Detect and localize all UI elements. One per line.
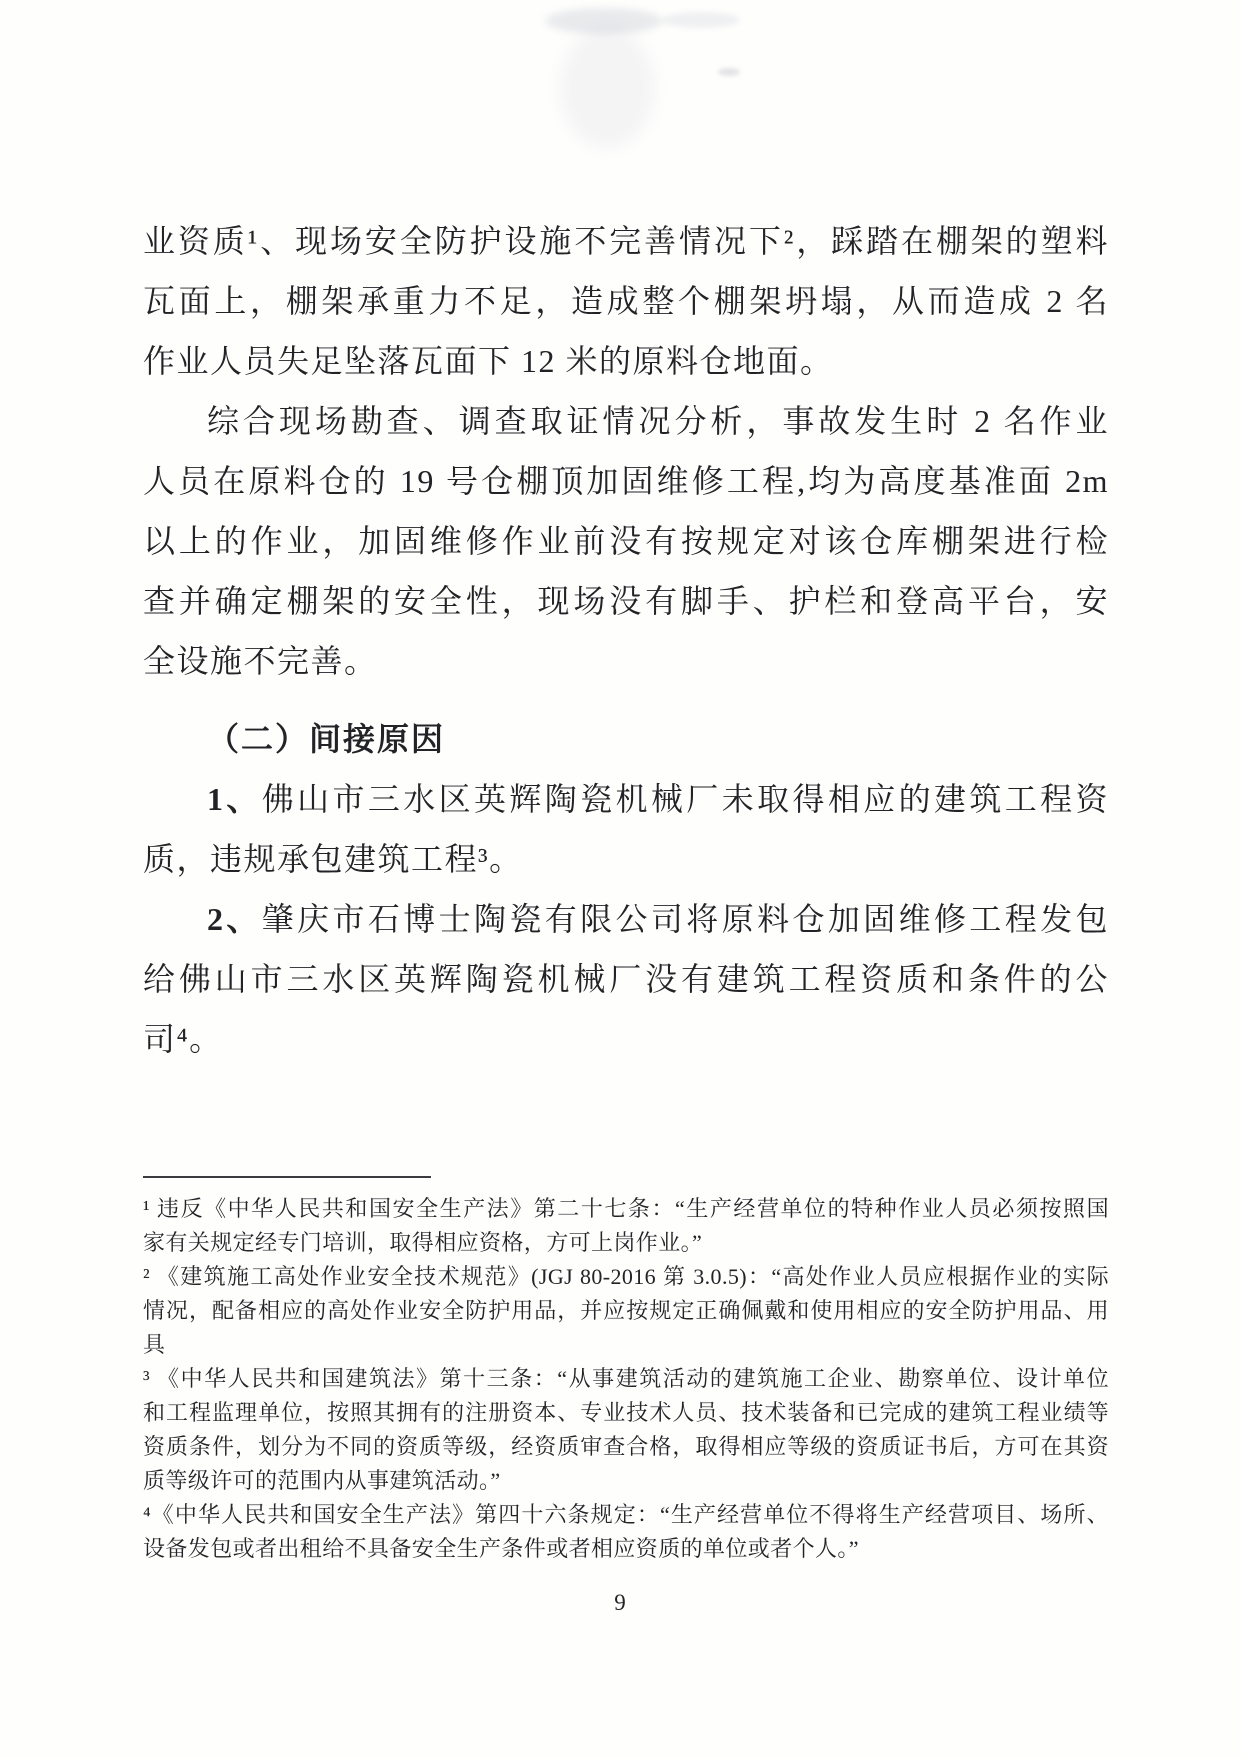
body-line: 1、佛山市三水区英辉陶瓷机械厂未取得相应的建筑工程资 — [207, 781, 1109, 817]
footnote-line: 家有关规定经专门培训，取得相应资格，方可上岗作业。” — [143, 1230, 703, 1255]
body-line: 给佛山市三水区英辉陶瓷机械厂没有建筑工程资质和条件的公 — [143, 961, 1109, 997]
body-line: 作业人员失足坠落瓦面下 12 米的原料仓地面。 — [143, 343, 834, 379]
body-line: 司⁴。 — [143, 1021, 223, 1057]
body-line: 质，违规承包建筑工程³。 — [143, 841, 523, 877]
body-line: 查并确定棚架的安全性，现场没有脚手、护栏和登高平台，安 — [143, 583, 1109, 619]
document-body — [143, 211, 1109, 1069]
scan-smudge — [560, 28, 655, 148]
footnote-line: 资质条件，划分为不同的资质等级，经资质审查合格，取得相应等级的资质证书后，方可在其资 — [143, 1434, 1109, 1459]
footnote-line: 质等级许可的范围内从事建筑活动。” — [143, 1468, 501, 1493]
footnote-line: 和工程监理单位，按照其拥有的注册资本、专业技术人员、技术装备和已完成的建筑工程业绩等 — [143, 1400, 1109, 1425]
footnotes — [143, 1192, 1109, 1566]
footnote-line: 设备发包或者出租给不具备安全生产条件或者相应资质的单位或者个人。” — [143, 1536, 859, 1561]
footnote-line: ⁴《中华人民共和国安全生产法》第四十六条规定：“生产经营单位不得将生产经营项目、场所、 — [143, 1502, 1109, 1527]
body-line: 人员在原料仓的 19 号仓棚顶加固维修工程,均为高度基准面 2m — [143, 463, 1109, 499]
footnote-line: 情况，配备相应的高处作业安全防护用品，并应按规定正确佩戴和使用相应的安全防护用品、用 — [143, 1298, 1109, 1323]
footnote-line: ³ 《中华人民共和国建筑法》第十三条：“从事建筑活动的建筑施工企业、勘察单位、设计单位 — [143, 1366, 1109, 1391]
body-line: 业资质¹、现场安全防护设施不完善情况下²，踩踏在棚架的塑料 — [143, 223, 1109, 259]
body-line: 瓦面上，棚架承重力不足，造成整个棚架坍塌，从而造成 2 名 — [143, 283, 1109, 319]
footnote-line: ¹ 违反《中华人民共和国安全生产法》第二十七条：“生产经营单位的特种作业人员必须按照国 — [143, 1196, 1109, 1221]
page-number: 9 — [614, 1590, 626, 1615]
scan-smudge — [718, 68, 740, 76]
footnote-line: ² 《建筑施工高处作业安全技术规范》(JGJ 80-2016 第 3.0.5)：“高处作业人员应根据作业的实际 — [143, 1264, 1109, 1289]
section-heading: （二）间接原因 — [207, 721, 446, 757]
body-line: 全设施不完善。 — [143, 643, 378, 679]
footnote-separator — [143, 1176, 431, 1178]
scan-smudge — [545, 8, 663, 34]
body-line: 以上的作业，加固维修作业前没有按规定对该仓库棚架进行检 — [143, 523, 1109, 559]
footnote-line: 具 — [143, 1332, 166, 1357]
body-line: 综合现场勘查、调查取证情况分析，事故发生时 2 名作业 — [207, 403, 1109, 439]
body-line: 2、肇庆市石博士陶瓷有限公司将原料仓加固维修工程发包 — [207, 901, 1109, 937]
scan-smudge — [662, 12, 740, 28]
